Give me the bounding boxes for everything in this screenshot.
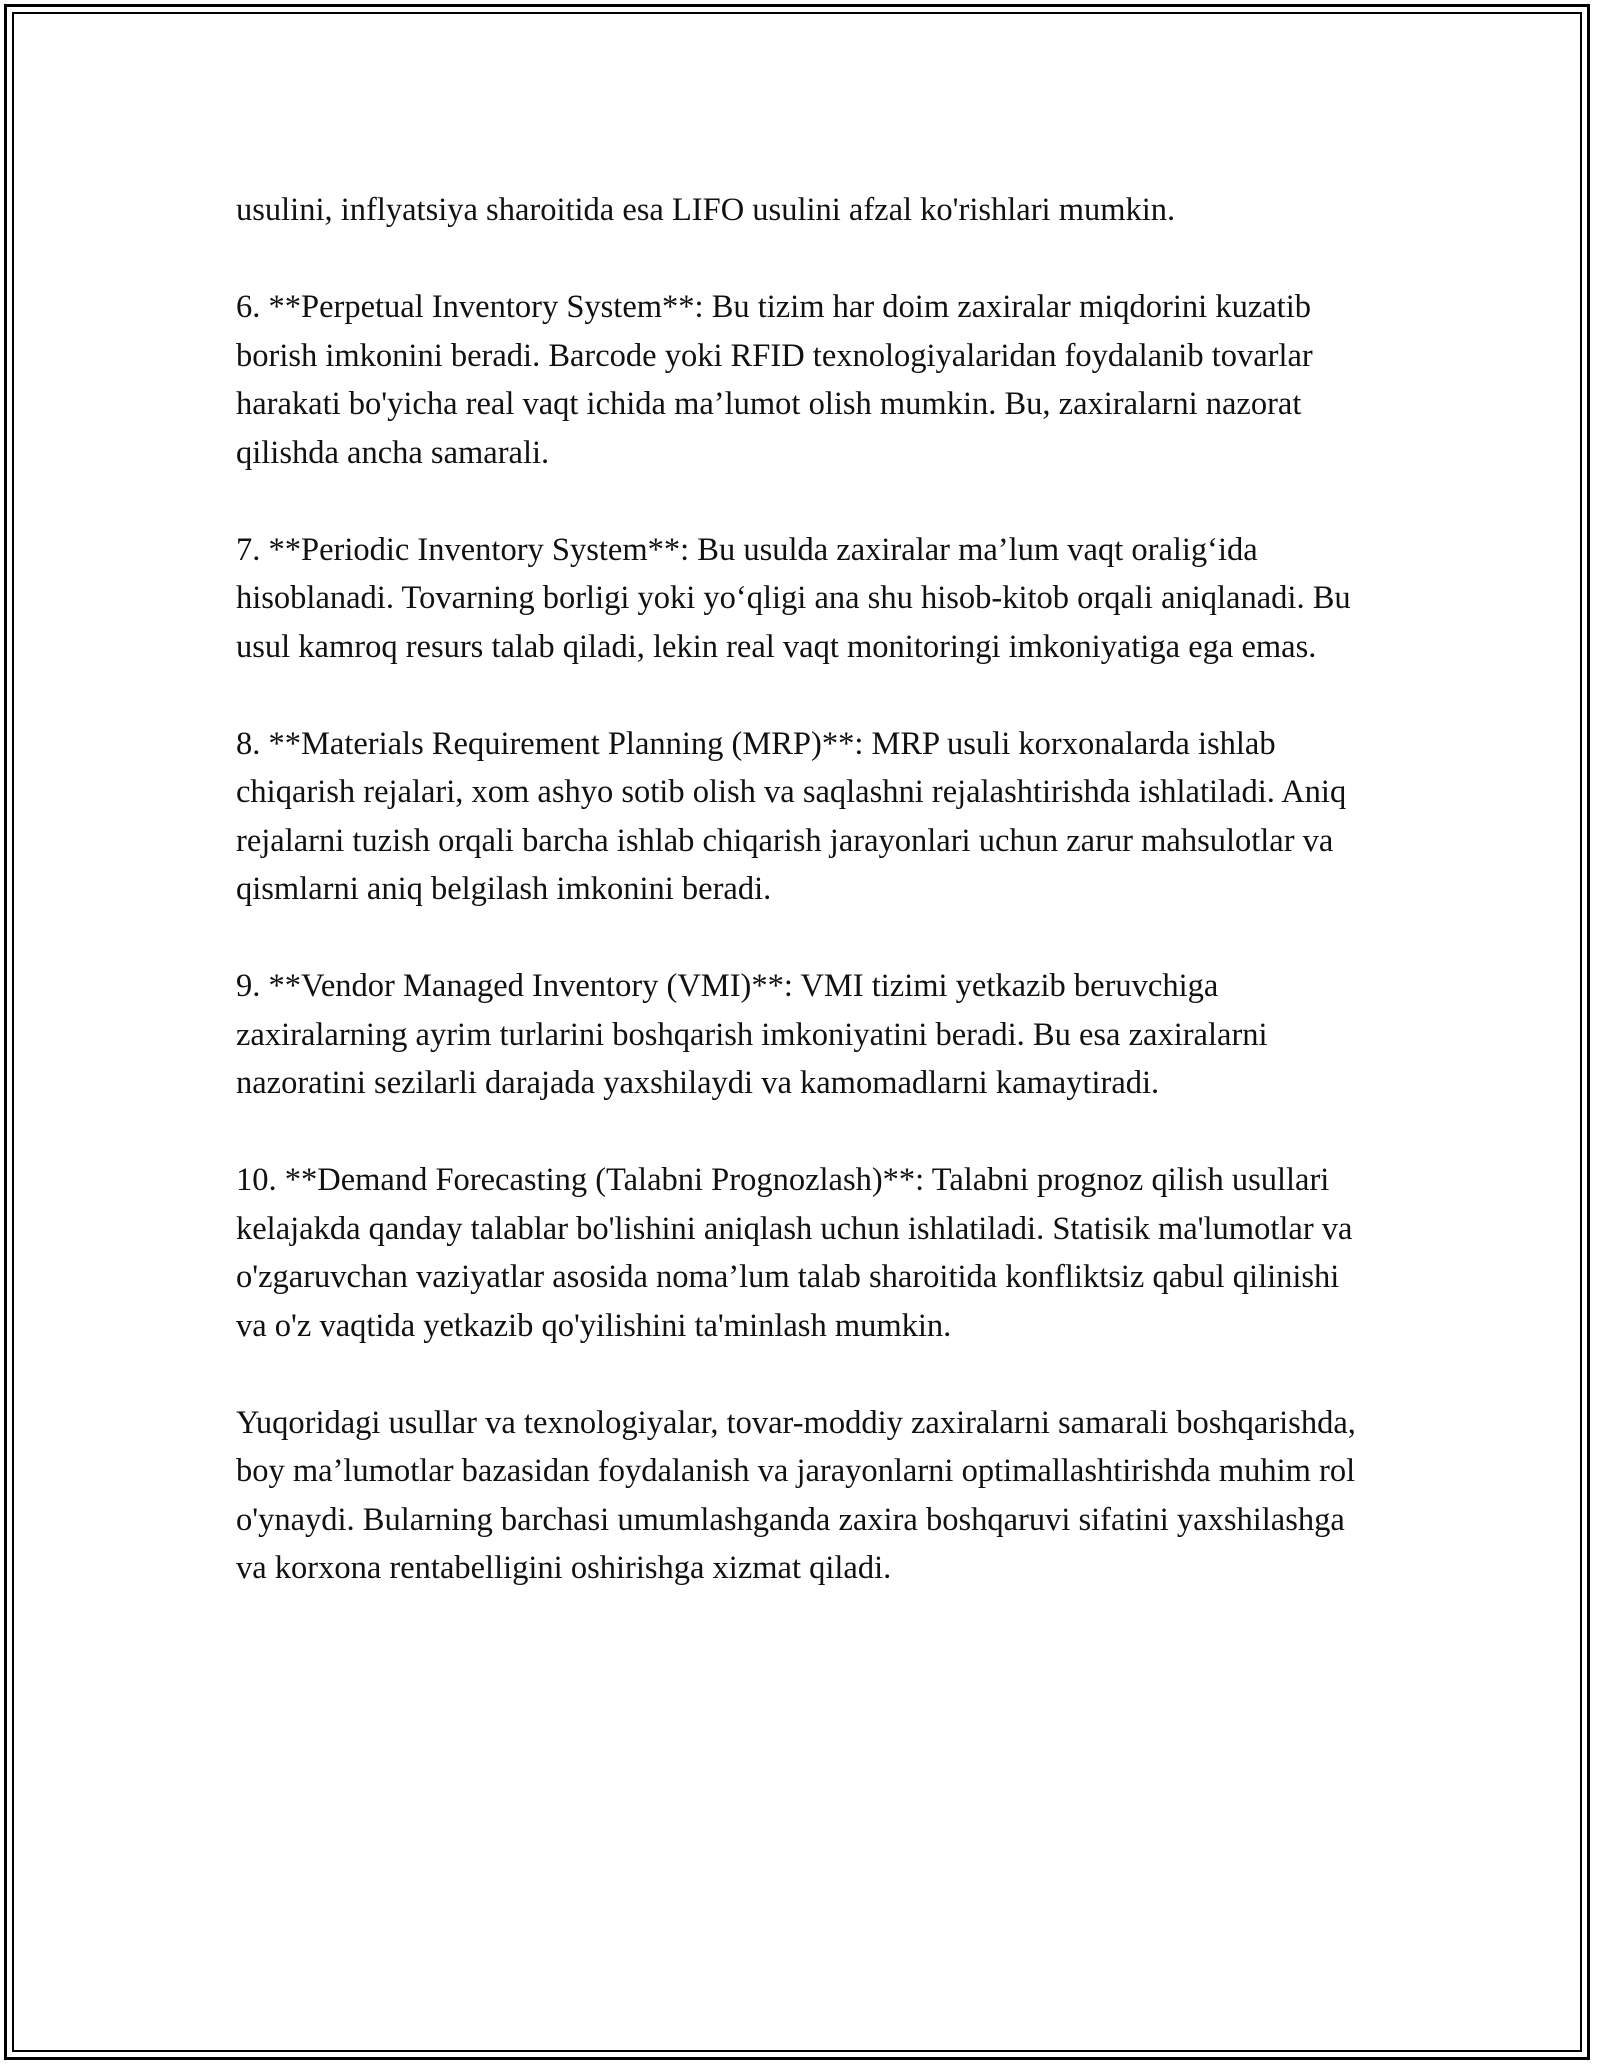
paragraph-mrp: 8. **Materials Requirement Planning (MRP)**: MRP usuli korxonalarda ishlab chiqarish rejalari, xom ashyo sotib olish va saqlashni rejalashtirishda ishlatiladi. Aniq rejalarni tuzish orqali barcha ishlab chiqarish jarayonlari uchun zarur mahsulotlar va qismlarni aniq belgilash imkonini beradi. — [236, 725, 1347, 907]
paragraph-conclusion: Yuqoridagi usullar va texnologiyalar, tovar-moddiy zaxiralarni samarali boshqarishda, boy ma’lumotlar bazasidan foydalanish va jarayonlarni optimallashtirishda muhim rol o'ynaydi. Bularning barchasi umumlashganda zaxira boshqaruvi sifatini yaxshilashga va korxona rentabelligini oshirishga xizmat qiladi. — [236, 1404, 1356, 1586]
paragraph-demand-forecasting: 10. **Demand Forecasting (Talabni Prognozlash)**: Talabni prognoz qilish usullari kelajakda qanday talablar bo'lishini aniqlash uchun ishlatiladi. Statisik ma'lumotlar va o'zgaruvchan vaziyatlar asosida noma’lum talab sharoitida konfliktsiz qabul qilinishi va o'z vaqtida yetkazib qo'yilishini ta'minlash mumkin. — [236, 1162, 1353, 1344]
paragraph-periodic-inventory: 7. **Periodic Inventory System**: Bu usulda zaxiralar ma’lum vaqt oralig‘ida hisoblanadi. Tovarning borligi yoki yo‘qligi ana shu hisob-kitob orqali aniqlanadi. Bu usul kamroq resurs talab qiladi, lekin real vaqt monitoringi imkoniyatiga ega emas. — [236, 531, 1351, 665]
paragraph-vmi: 9. **Vendor Managed Inventory (VMI)**: VMI tizimi yetkazib beruvchiga zaxiralarning ayrim turlarini boshqarish imkoniyatini beradi. Bu esa zaxiralarni nazoratini sezilarli darajada yaxshilaydi va kamomadlarni kamaytiradi. — [236, 968, 1268, 1101]
paragraph-continuation: usulini, inflyatsiya sharoitida esa LIFO usulini afzal ko'rishlari mumkin. — [236, 192, 1176, 228]
document-body — [236, 186, 1366, 1641]
paragraph-perpetual-inventory: 6. **Perpetual Inventory System**: Bu tizim har doim zaxiralar miqdorini kuzatib borish imkonini beradi. Barcode yoki RFID texnologiyalaridan foydalanib tovarlar harakati bo'yicha real vaqt ichida ma’lumot olish mumkin. Bu, zaxiralarni nazorat qilishda ancha samarali. — [236, 289, 1313, 471]
